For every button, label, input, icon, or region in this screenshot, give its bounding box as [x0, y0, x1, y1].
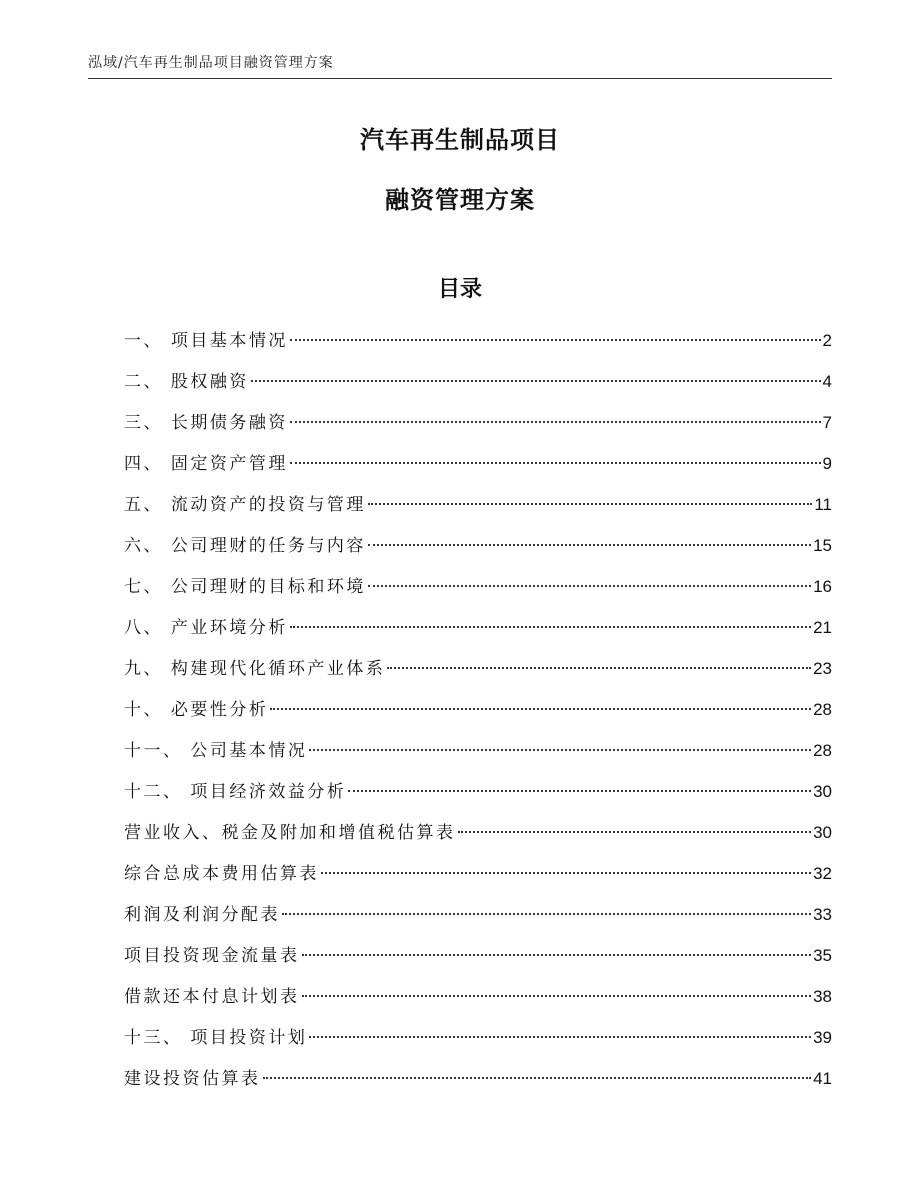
toc-leader-dots [321, 872, 811, 874]
toc-entry-page: 32 [813, 864, 832, 883]
running-header: 泓域/汽车再生制品项目融资管理方案 [88, 55, 334, 71]
toc-entry-page: 33 [813, 905, 832, 924]
toc-entry-page: 28 [813, 741, 832, 760]
toc-leader-dots [290, 626, 811, 628]
toc-leader-dots [270, 708, 811, 710]
toc-leader-dots [368, 585, 811, 587]
toc-leader-dots [263, 1077, 812, 1079]
toc-entry-page: 35 [813, 946, 832, 965]
toc-entry-page: 39 [813, 1028, 832, 1047]
toc-entry-page: 38 [813, 987, 832, 1006]
toc-entry[interactable] [124, 566, 832, 607]
toc-entry-page: 16 [813, 577, 832, 596]
toc-entry-label: 建设投资估算表 [124, 1069, 261, 1089]
document-title-line-1: 汽车再生制品项目 [360, 126, 560, 154]
toc-leader-dots [309, 1036, 811, 1038]
toc-entry-page: 30 [813, 782, 832, 801]
toc-entry[interactable] [124, 607, 832, 648]
toc-leader-dots [458, 831, 812, 833]
toc-entry[interactable] [124, 1058, 832, 1099]
table-of-contents [124, 320, 832, 1099]
toc-entry[interactable] [124, 648, 832, 689]
toc-entry-page: 2 [822, 331, 832, 350]
toc-entry-label: 十三、 项目投资计划 [124, 1028, 308, 1048]
toc-entry[interactable] [124, 812, 832, 853]
toc-entry[interactable] [124, 1017, 832, 1058]
toc-entry-page: 9 [822, 454, 832, 473]
toc-entry-page: 11 [814, 495, 832, 514]
toc-entry-page: 4 [822, 372, 832, 391]
toc-heading: 目录 [437, 277, 482, 302]
toc-entry-label: 六、 公司理财的任务与内容 [124, 536, 366, 556]
toc-entry-page: 7 [822, 413, 832, 432]
toc-leader-dots [368, 544, 811, 546]
toc-entry[interactable] [124, 402, 832, 443]
toc-entry-label: 五、 流动资产的投资与管理 [124, 495, 366, 515]
toc-entry[interactable] [124, 935, 832, 976]
toc-entry-label: 四、 固定资产管理 [124, 454, 288, 474]
toc-entry-label: 一、 项目基本情况 [124, 331, 288, 351]
toc-entry[interactable] [124, 525, 832, 566]
toc-entry-label: 八、 产业环境分析 [124, 618, 288, 638]
toc-entry[interactable] [124, 976, 832, 1017]
toc-entry-label: 营业收入、税金及附加和增值税估算表 [124, 823, 456, 843]
toc-entry-page: 23 [813, 659, 832, 678]
toc-entry[interactable] [124, 771, 832, 812]
toc-leader-dots [309, 749, 811, 751]
toc-leader-dots [387, 667, 811, 669]
toc-leader-dots [302, 995, 812, 997]
toc-entry[interactable] [124, 730, 832, 771]
toc-entry-label: 三、 长期债务融资 [124, 413, 288, 433]
toc-entry-page: 30 [813, 823, 832, 842]
toc-entry[interactable] [124, 443, 832, 484]
toc-leader-dots [282, 913, 811, 915]
toc-entry-label: 九、 构建现代化循环产业体系 [124, 659, 386, 679]
toc-entry-page: 41 [813, 1069, 832, 1088]
toc-entry[interactable] [124, 853, 832, 894]
toc-entry-label: 利润及利润分配表 [124, 905, 280, 925]
toc-entry[interactable] [124, 320, 832, 361]
toc-leader-dots [290, 421, 821, 423]
toc-leader-dots [290, 339, 821, 341]
toc-leader-dots [348, 790, 811, 792]
toc-entry-label: 二、 股权融资 [124, 372, 249, 392]
toc-entry-label: 七、 公司理财的目标和环境 [124, 577, 366, 597]
toc-leader-dots [302, 954, 812, 956]
toc-entry[interactable] [124, 484, 832, 525]
toc-entry-label: 十一、 公司基本情况 [124, 741, 308, 761]
toc-entry-label: 项目投资现金流量表 [124, 946, 300, 966]
toc-entry-page: 15 [813, 536, 832, 555]
toc-entry-label: 综合总成本费用估算表 [124, 864, 319, 884]
toc-entry-page: 28 [813, 700, 832, 719]
header-divider [88, 78, 832, 79]
toc-entry[interactable] [124, 361, 832, 402]
toc-entry[interactable] [124, 894, 832, 935]
toc-entry-label: 十、 必要性分析 [124, 700, 269, 720]
toc-entry-label: 十二、 项目经济效益分析 [124, 782, 347, 802]
toc-leader-dots [251, 380, 821, 382]
toc-entry[interactable] [124, 689, 832, 730]
toc-leader-dots [368, 503, 812, 505]
toc-leader-dots [290, 462, 821, 464]
toc-entry-page: 21 [813, 618, 832, 637]
document-title-line-2: 融资管理方案 [385, 186, 535, 214]
toc-entry-label: 借款还本付息计划表 [124, 987, 300, 1007]
